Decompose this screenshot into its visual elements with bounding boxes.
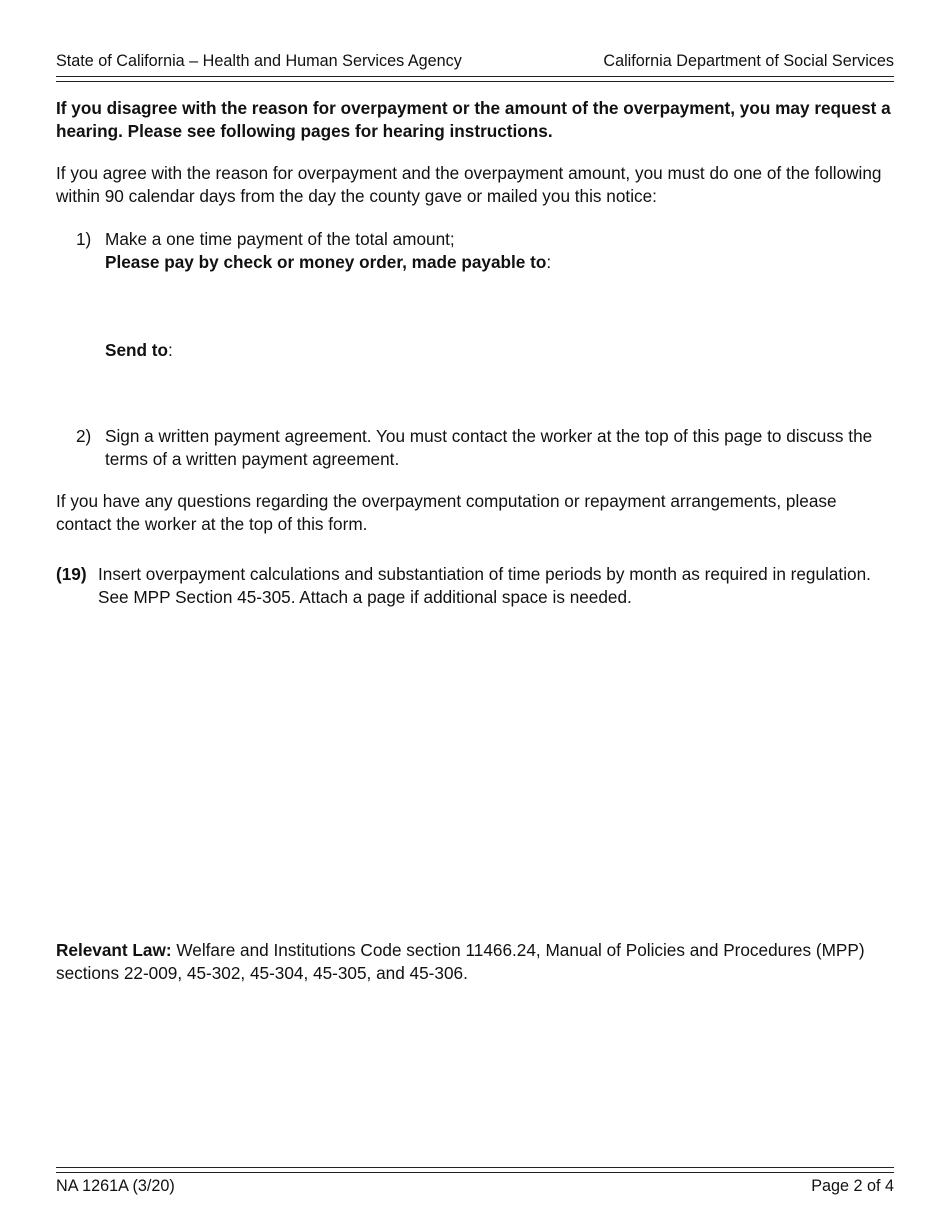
payable-to-colon: : [546, 251, 552, 272]
send-to-colon: : [168, 340, 173, 360]
relevant-law-text: Welfare and Institutions Code section 11466.24, Manual of Policies and Procedures (MPP) sections 22-009, 45-302, 45-304, 45-305, and 45-306. [56, 940, 865, 983]
send-to-line [105, 339, 885, 362]
header-department: California Department of Social Services [603, 52, 894, 70]
option-one-text: Make a one time payment of the total amount; [105, 229, 455, 249]
footer-form-id: NA 1261A (3/20) [56, 1177, 175, 1195]
relevant-law-label: Relevant Law: [56, 940, 172, 960]
hearing-notice: If you disagree with the reason for overpayment or the amount of the overpayment, you may request a hearing. Please see following pages for hearing instructions. [56, 98, 891, 141]
option-two [76, 425, 876, 470]
option-one-number: 1) [76, 229, 92, 249]
relevant-law [56, 939, 896, 984]
footer-page-number: Page 2 of 4 [811, 1177, 894, 1195]
option-two-number: 2) [76, 426, 92, 446]
header-rule [56, 76, 894, 82]
payable-to-line [105, 251, 876, 274]
page-header [56, 51, 894, 71]
footer-rule [56, 1167, 894, 1173]
item-19-text: Insert overpayment calculations and substantiation of time periods by month as required in regulation. See MPP Section 45-305. Attach a page if additional space is needed. [98, 564, 871, 607]
payable-to-label: Please pay by check or money order, made payable to [105, 251, 547, 272]
option-one [76, 228, 876, 273]
page-footer [56, 1176, 894, 1196]
header-agency: State of California – Health and Human Services Agency [56, 52, 462, 70]
item-19 [56, 563, 876, 608]
option-two-text: Sign a written payment agreement. You must contact the worker at the top of this page to discuss the terms of a written payment agreement. [105, 426, 873, 469]
questions-paragraph: If you have any questions regarding the overpayment computation or repayment arrangements, please contact the worker at the top of this form. [56, 491, 837, 534]
item-19-number: (19) [56, 564, 87, 584]
send-to-label: Send to [105, 340, 169, 360]
agree-intro: If you agree with the reason for overpayment and the overpayment amount, you must do one of the following within 90 calendar days from the day the county gave or mailed you this notice: [56, 163, 882, 206]
